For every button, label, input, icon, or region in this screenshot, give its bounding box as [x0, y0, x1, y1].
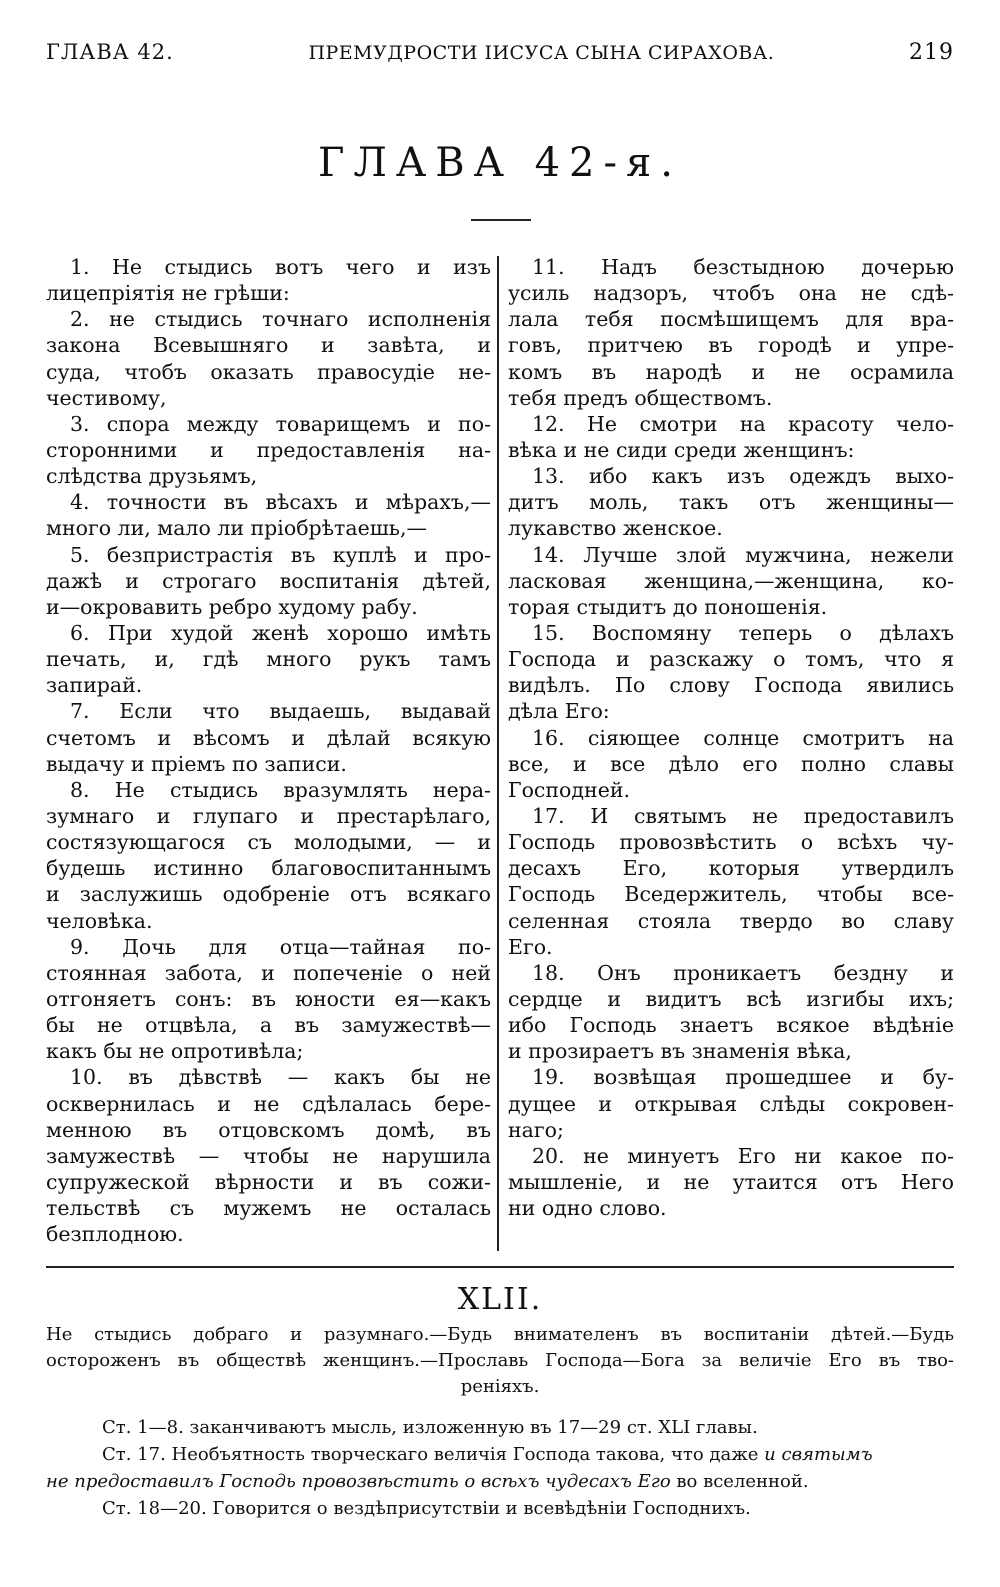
verse-line: состязующагося съ молодыми, — и: [46, 830, 491, 855]
page-number: 219: [908, 40, 954, 65]
right-column: [508, 254, 954, 1221]
verse-line: и—окровавить ребро худому рабу.: [46, 594, 418, 619]
verse-line: закона Всевышняго и завѣта, и: [46, 333, 491, 358]
verse-line: 1. Не стыдись вотъ чего и изъ: [70, 255, 491, 279]
verse-line: тельствѣ съ мужемъ не осталась: [46, 1196, 491, 1221]
verse-columns: [46, 254, 954, 1254]
verse-line: селенная стояла твердо во славу: [508, 908, 954, 933]
verse-line: Его.: [508, 934, 553, 959]
verse-line: тебя предъ обществомъ.: [508, 385, 773, 410]
verse-line: ни одно слово.: [508, 1196, 667, 1221]
summary-line: остороженъ въ обществѣ женщинъ.—Прославь Господа—Бога за величіе Его въ тво-: [46, 1350, 954, 1371]
column-divider: [497, 256, 499, 1251]
title-rule: [471, 219, 531, 221]
verse-line: честивому,: [46, 385, 167, 410]
verse-line: 10. въ дѣвствѣ — какъ бы не: [70, 1065, 491, 1090]
verse-line: счетомъ и вѣсомъ и дѣлай всякую: [46, 725, 491, 750]
verse-line: и заслужишь одобреніе отъ всякаго: [46, 882, 491, 907]
verse-line: 16. сіяющее солнце смотритъ на: [532, 725, 954, 750]
verse-line: замужествѣ — чтобы не нарушила: [46, 1143, 491, 1168]
verse-line: 8. Не стыдись вразумлять нера-: [70, 777, 491, 802]
summary-line: Не стыдись добраго и разумнаго.—Будь внимателенъ въ воспитаніи дѣтей.—Будь: [46, 1324, 954, 1345]
verse-line: суда, чтобъ оказать правосудіе не-: [46, 359, 491, 384]
verse-line: мышленіе, и не утаится отъ Него: [508, 1169, 954, 1194]
verse-line: зумнаго и глупаго и престарѣлаго,: [46, 803, 491, 828]
verse-line: видѣлъ. По слову Господа явились: [508, 673, 954, 698]
note-italic-text: и святымъ: [764, 1444, 873, 1465]
verse-line: Господней.: [508, 777, 630, 802]
running-head-book-title: ПРЕМУДРОСТИ ІИСУСА СЫНА СИРАХОВА.: [308, 42, 775, 64]
verse-line: дущее и открывая слѣды сокровен-: [508, 1091, 954, 1116]
verse-line: дѣла Его:: [508, 699, 610, 724]
chapter-summary: [46, 1322, 954, 1400]
note-verses-18-20: Ст. 18—20. Говорится о вездѣприсутствіи и всевѣдѣніи Господнихъ.: [102, 1498, 751, 1519]
verse-line: 15. Воспомяну теперь о дѣлахъ: [532, 620, 954, 645]
verse-line: говъ, притчею въ городѣ и упре-: [508, 333, 954, 358]
chapter-title: ГЛАВА 42-я.: [318, 140, 682, 186]
verse-line: 9. Дочь для отца—тайная по-: [70, 934, 491, 959]
verse-line: торая стыдитъ до поношенія.: [508, 594, 828, 619]
summary-line: реніяхъ.: [460, 1376, 540, 1397]
verse-line: выдачу и пріемъ по записи.: [46, 751, 347, 776]
verse-line: 13. ибо какъ изъ одеждъ выхо-: [532, 464, 954, 489]
verse-line: 4. точности въ вѣсахъ и мѣрахъ,—: [70, 490, 491, 515]
verse-line: дитъ моль, такъ отъ женщины—: [508, 490, 954, 515]
verse-line: менною въ отцовскомъ домѣ, въ: [46, 1117, 491, 1142]
verse-line: усиль надзоръ, чтобъ она не сдѣ-: [508, 281, 954, 306]
verse-line: отгоняетъ сонъ: въ юности ея—какъ: [46, 986, 491, 1011]
left-column: [46, 254, 491, 1247]
verse-line: комъ въ народѣ и не осрамила: [508, 359, 954, 384]
note-italic-text: не предоставилъ Господь провозвѣстить о всѣхъ чудесахъ Его: [46, 1471, 671, 1492]
verse-line: лукавство женское.: [508, 516, 723, 541]
note-verse-17-continued: [46, 1468, 954, 1495]
verse-line: печать, и, гдѣ много рукъ тамъ: [46, 647, 491, 672]
verse-line: ибо Господь знаетъ всякое вѣдѣніе: [508, 1013, 954, 1038]
note-text: Ст. 17. Необъятность творческаго величія Господа такова, что даже: [102, 1444, 765, 1465]
commentary-notes: [46, 1414, 954, 1522]
verse-line: безплодною.: [46, 1222, 184, 1247]
verse-line: какъ бы не опротивѣла;: [46, 1039, 304, 1064]
footnote-rule: [46, 1266, 954, 1268]
running-head: [46, 40, 954, 65]
verse-line: вѣка и не сиди среди женщинъ:: [508, 437, 855, 462]
verse-line: 19. возвѣщая прошедшее и бу-: [532, 1065, 954, 1090]
verse-line: будешь истинно благовоспитаннымъ: [46, 856, 491, 881]
verse-line: 7. Если что выдаешь, выдавай: [70, 699, 491, 724]
verse-line: 11. Надъ безстыдною дочерью: [532, 255, 954, 279]
verse-line: запирай.: [46, 673, 143, 698]
verse-line: 3. спора между товарищемъ и по-: [70, 411, 491, 436]
verse-line: 20. не минуетъ Его ни какое по-: [532, 1143, 954, 1168]
verse-line: Господь Вседержитель, чтобы все-: [508, 882, 954, 907]
verse-line: сторонними и предоставленія на-: [46, 437, 491, 462]
verse-line: 17. И святымъ не предоставилъ: [532, 803, 954, 828]
verse-line: 2. не стыдись точнаго исполненія: [70, 307, 491, 332]
verse-line: десахъ Его, которыя утвердилъ: [508, 856, 954, 881]
verse-line: сердце и видитъ всѣ изгибы ихъ;: [508, 986, 954, 1011]
verse-line: и прозираетъ въ знаменія вѣка,: [508, 1039, 852, 1064]
verse-line: слѣдства друзьямъ,: [46, 464, 258, 489]
verse-line: Господь провозвѣстить о всѣхъ чу-: [508, 830, 954, 855]
verse-line: наго;: [508, 1117, 564, 1142]
summary-heading: XLII.: [457, 1282, 543, 1317]
verse-line: бы не отцвѣла, а въ замужествѣ—: [46, 1013, 491, 1038]
verse-line: супружеской вѣрности и въ сожи-: [46, 1169, 491, 1194]
verse-line: лицепріятія не грѣши:: [46, 281, 290, 306]
verse-line: ласковая женщина,—женщина, ко-: [508, 568, 954, 593]
note-text: во вселенной.: [670, 1471, 809, 1492]
verse-line: Господа и разскажу о томъ, что я: [508, 647, 954, 672]
running-head-chapter: ГЛАВА 42.: [46, 40, 174, 64]
verse-line: 14. Лучше злой мужчина, нежели: [532, 542, 954, 567]
verse-line: 5. безпристрастія въ куплѣ и про-: [70, 542, 491, 567]
verse-line: осквернилась и не сдѣлалась бере-: [46, 1091, 491, 1116]
verse-line: 18. Онъ проникаетъ бездну и: [532, 960, 954, 985]
verse-line: много ли, мало ли пріобрѣтаешь,—: [46, 516, 427, 541]
verse-line: стоянная забота, и попеченіе о ней: [46, 960, 491, 985]
verse-line: 6. При худой женѣ хорошо имѣть: [70, 620, 491, 645]
verse-line: лала тебя посмѣшищемъ для вра-: [508, 307, 954, 332]
verse-line: дажѣ и строгаго воспитанія дѣтей,: [46, 568, 491, 593]
verse-line: все, и все дѣло его полно славы: [508, 751, 954, 776]
verse-line: человѣка.: [46, 908, 153, 933]
note-verse-17: [46, 1441, 954, 1468]
note-verses-1-8: Ст. 1—8. заканчиваютъ мысль, изложенную въ 17—29 ст. XLI главы.: [102, 1417, 758, 1438]
verse-line: 12. Не смотри на красоту чело-: [532, 411, 954, 436]
